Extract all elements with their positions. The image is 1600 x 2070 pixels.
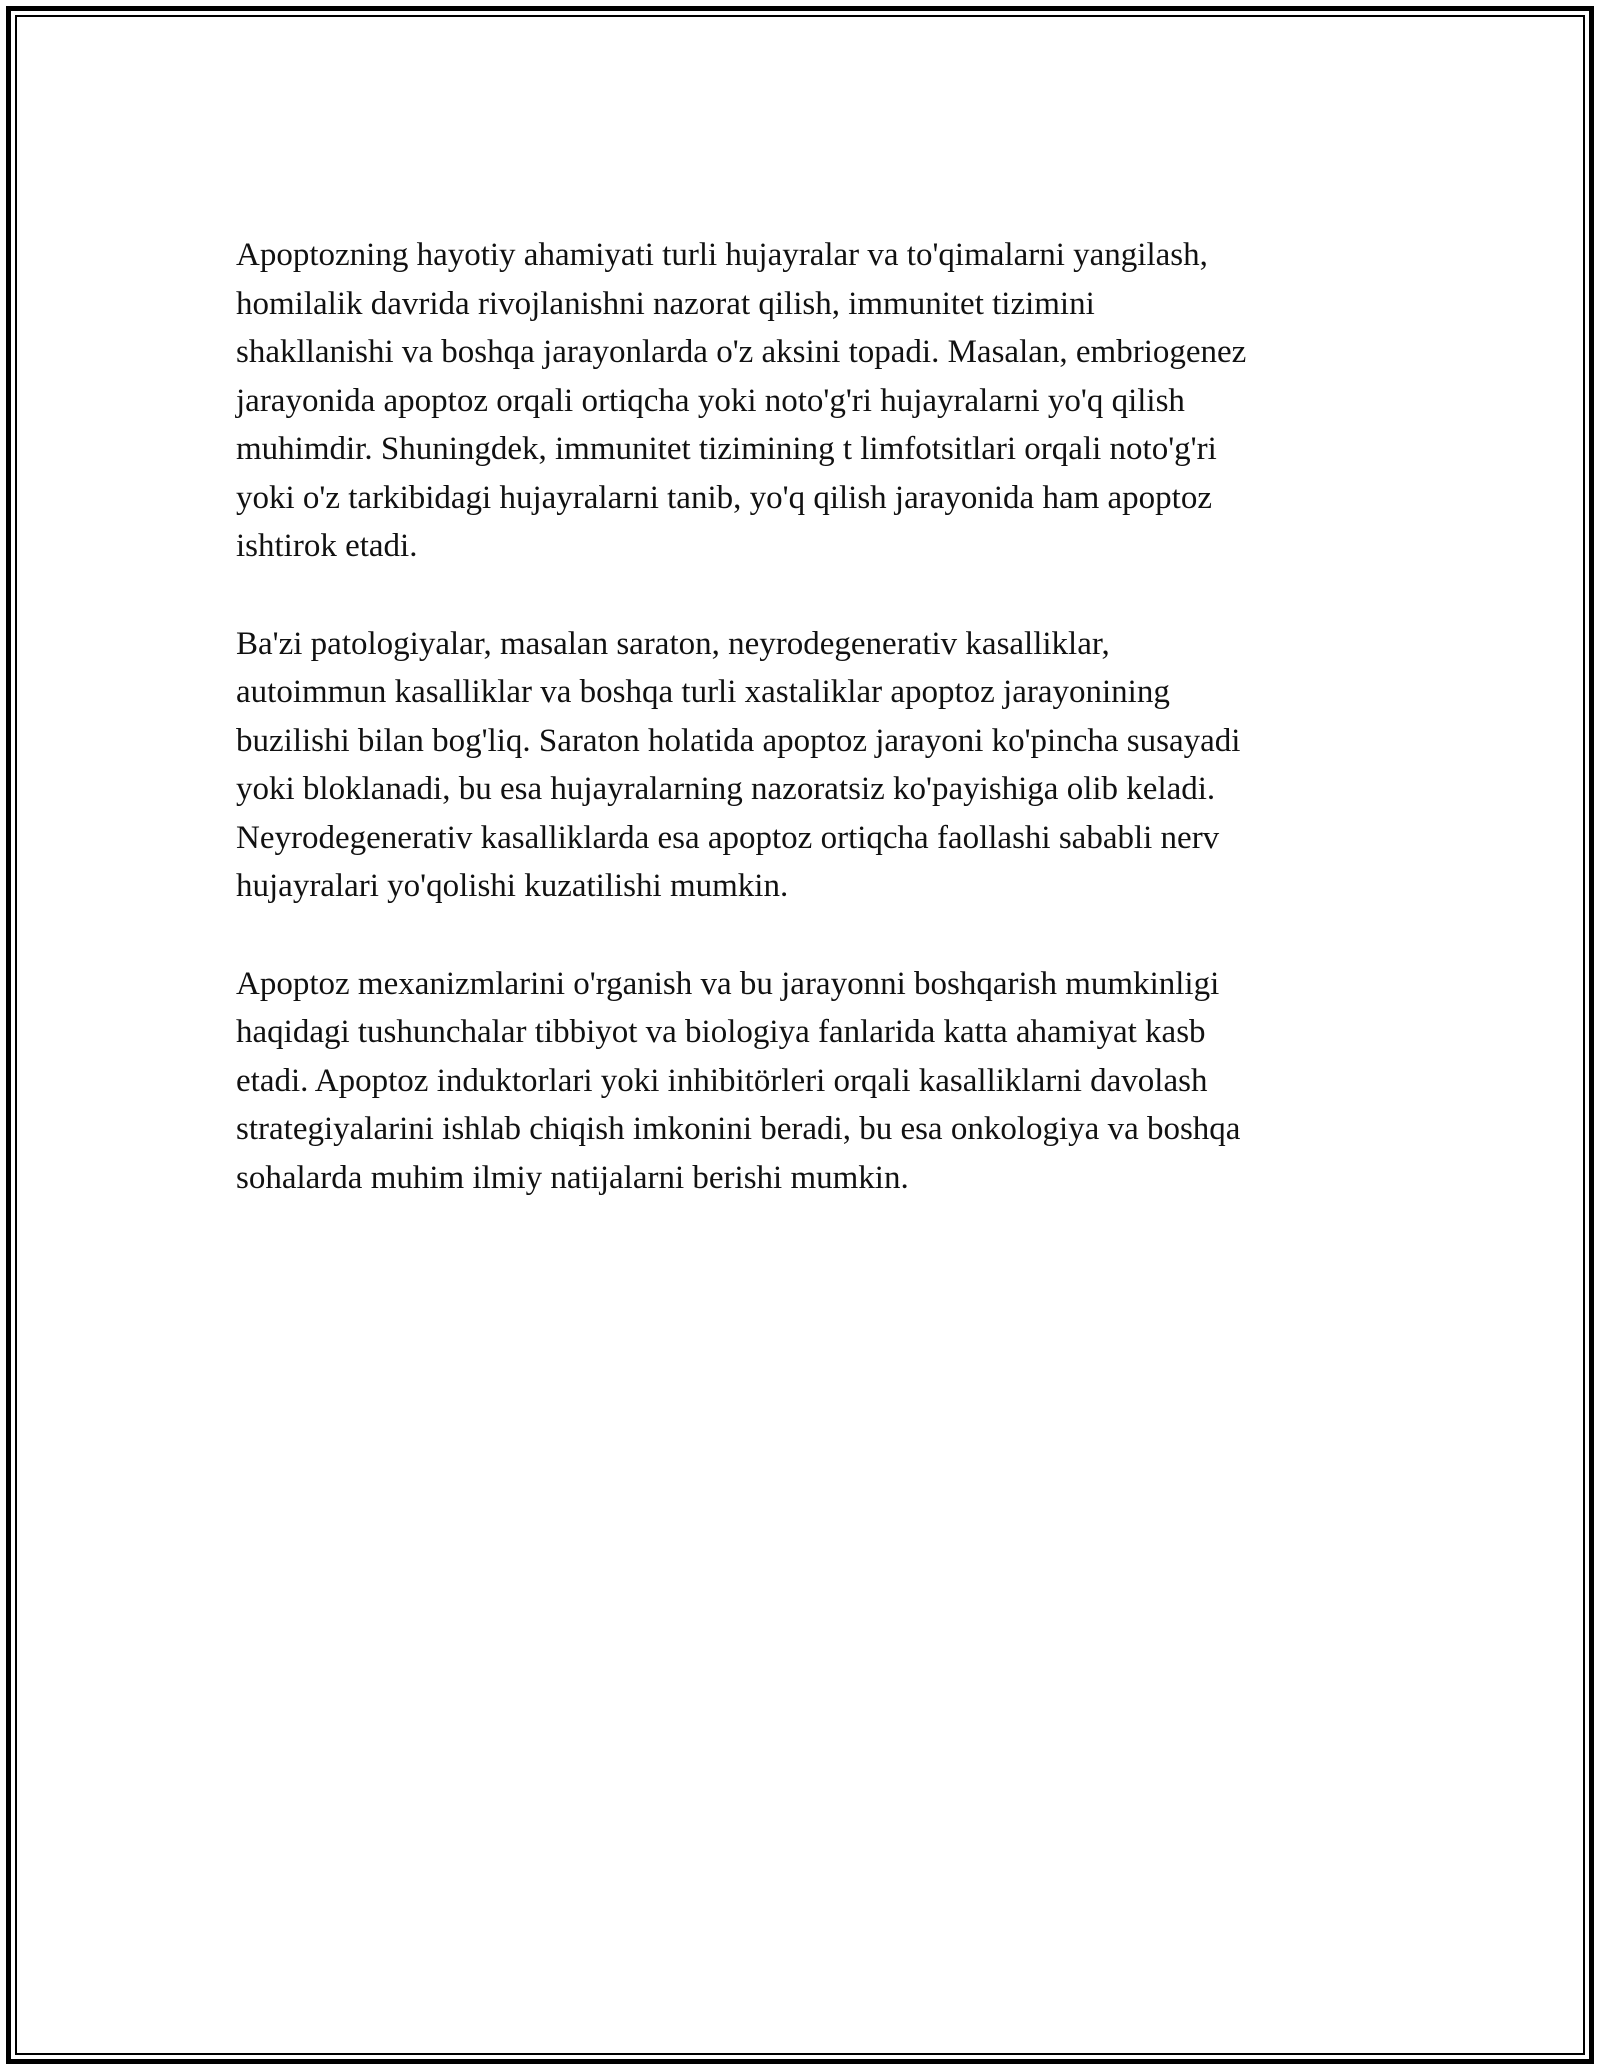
paragraph-2: Ba'zi patologiyalar, masalan saraton, neyrodegenerativ kasalliklar, autoimmun kasalliklar va boshqa turli xastaliklar apoptoz jarayonining buzilishi bilan bog'liq. Saraton holatida apoptoz jarayoni ko'pincha susayadi yoki bloklanadi, bu esa hujayralarning nazoratsiz ko'payishiga olib keladi. Neyrodegenerativ kasalliklarda esa apoptoz ortiqcha faollashi sababli nerv hujayralari yo'qolishi kuzatilishi mumkin. [236,625,1241,904]
paragraph-3: Apoptoz mexanizmlarini o'rganish va bu jarayonni boshqarish mumkinligi haqidagi tushunchalar tibbiyot va biologiya fanlarida katta ahamiyat kasb etadi. Apoptoz induktorlari yoki inhibitörleri orqali kasalliklarni davolash strategiyalarini ishlab chiqish imkonini beradi, bu esa onkologiya va boshqa sohalarda muhim ilmiy natijalarni berishi mumkin. [236,965,1241,1196]
paragraph-1: Apoptozning hayotiy ahamiyati turli hujayralar va to'qimalarni yangilash, homilalik davrida rivojlanishni nazorat qilish, immunitet tizimini shakllanishi va boshqa jarayonlarda o'z aksini topadi. Masalan, embriogenez jarayonida apoptoz orqali ortiqcha yoki noto'g'ri hujayralarni yo'q qilish muhimdir. Shuningdek, immunitet tizimining t limfotsitlari orqali noto'g'ri yoki o'z tarkibidagi hujayralarni tanib, yo'q qilish jarayonida ham apoptoz ishtirok etadi. [236,237,1247,564]
document-body [236,231,1376,1251]
